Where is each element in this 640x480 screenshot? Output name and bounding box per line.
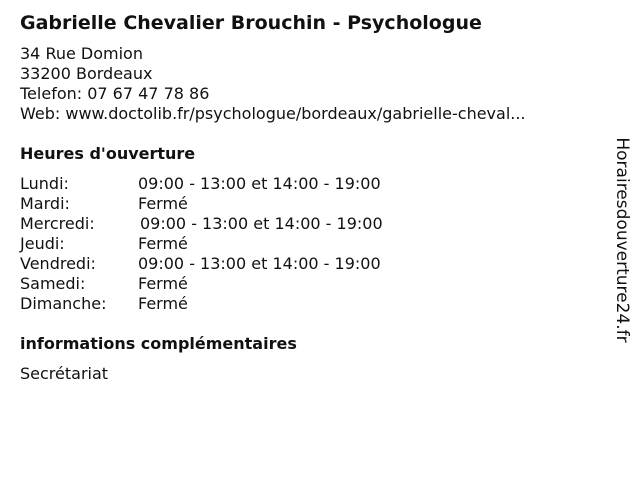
day-hours: Fermé	[138, 294, 188, 313]
hours-row-monday	[20, 174, 480, 194]
site-watermark: Horairesdouverture24.fr	[612, 137, 632, 343]
day-label: Lundi:	[20, 174, 69, 193]
day-label: Mardi:	[20, 194, 70, 213]
hours-row-wednesday	[20, 214, 480, 234]
city-postcode: 33200 Bordeaux	[20, 64, 153, 83]
page-title: Gabrielle Chevalier Brouchin - Psychologue	[20, 12, 482, 34]
hours-heading: Heures d'ouverture	[20, 144, 196, 163]
website-link[interactable]: Web: www.doctolib.fr/psychologue/bordeaux/gabrielle-cheval...	[20, 104, 526, 123]
hours-table	[20, 174, 480, 314]
day-label: Samedi:	[20, 274, 86, 293]
info-text: Secrétariat	[20, 364, 109, 383]
info-heading: informations complémentaires	[20, 334, 297, 353]
day-hours: Fermé	[138, 274, 188, 293]
phone-number: Telefon: 07 67 47 78 86	[20, 84, 210, 103]
day-label: Jeudi:	[20, 234, 65, 253]
day-hours: 09:00 - 13:00 et 14:00 - 19:00	[138, 174, 381, 193]
hours-row-friday	[20, 254, 480, 274]
day-hours: 09:00 - 13:00 et 14:00 - 19:00	[138, 254, 381, 273]
hours-row-saturday	[20, 274, 480, 294]
day-hours: Fermé	[138, 234, 188, 253]
street-address: 34 Rue Domion	[20, 44, 143, 63]
day-hours: 09:00 - 13:00 et 14:00 - 19:00	[140, 214, 383, 233]
day-label: Vendredi:	[20, 254, 96, 273]
day-label: Dimanche:	[20, 294, 107, 313]
day-hours: Fermé	[138, 194, 188, 213]
hours-row-tuesday	[20, 194, 480, 214]
hours-row-thursday	[20, 234, 480, 254]
contact-block	[20, 44, 526, 124]
hours-row-sunday	[20, 294, 480, 314]
day-label: Mercredi:	[20, 214, 95, 233]
